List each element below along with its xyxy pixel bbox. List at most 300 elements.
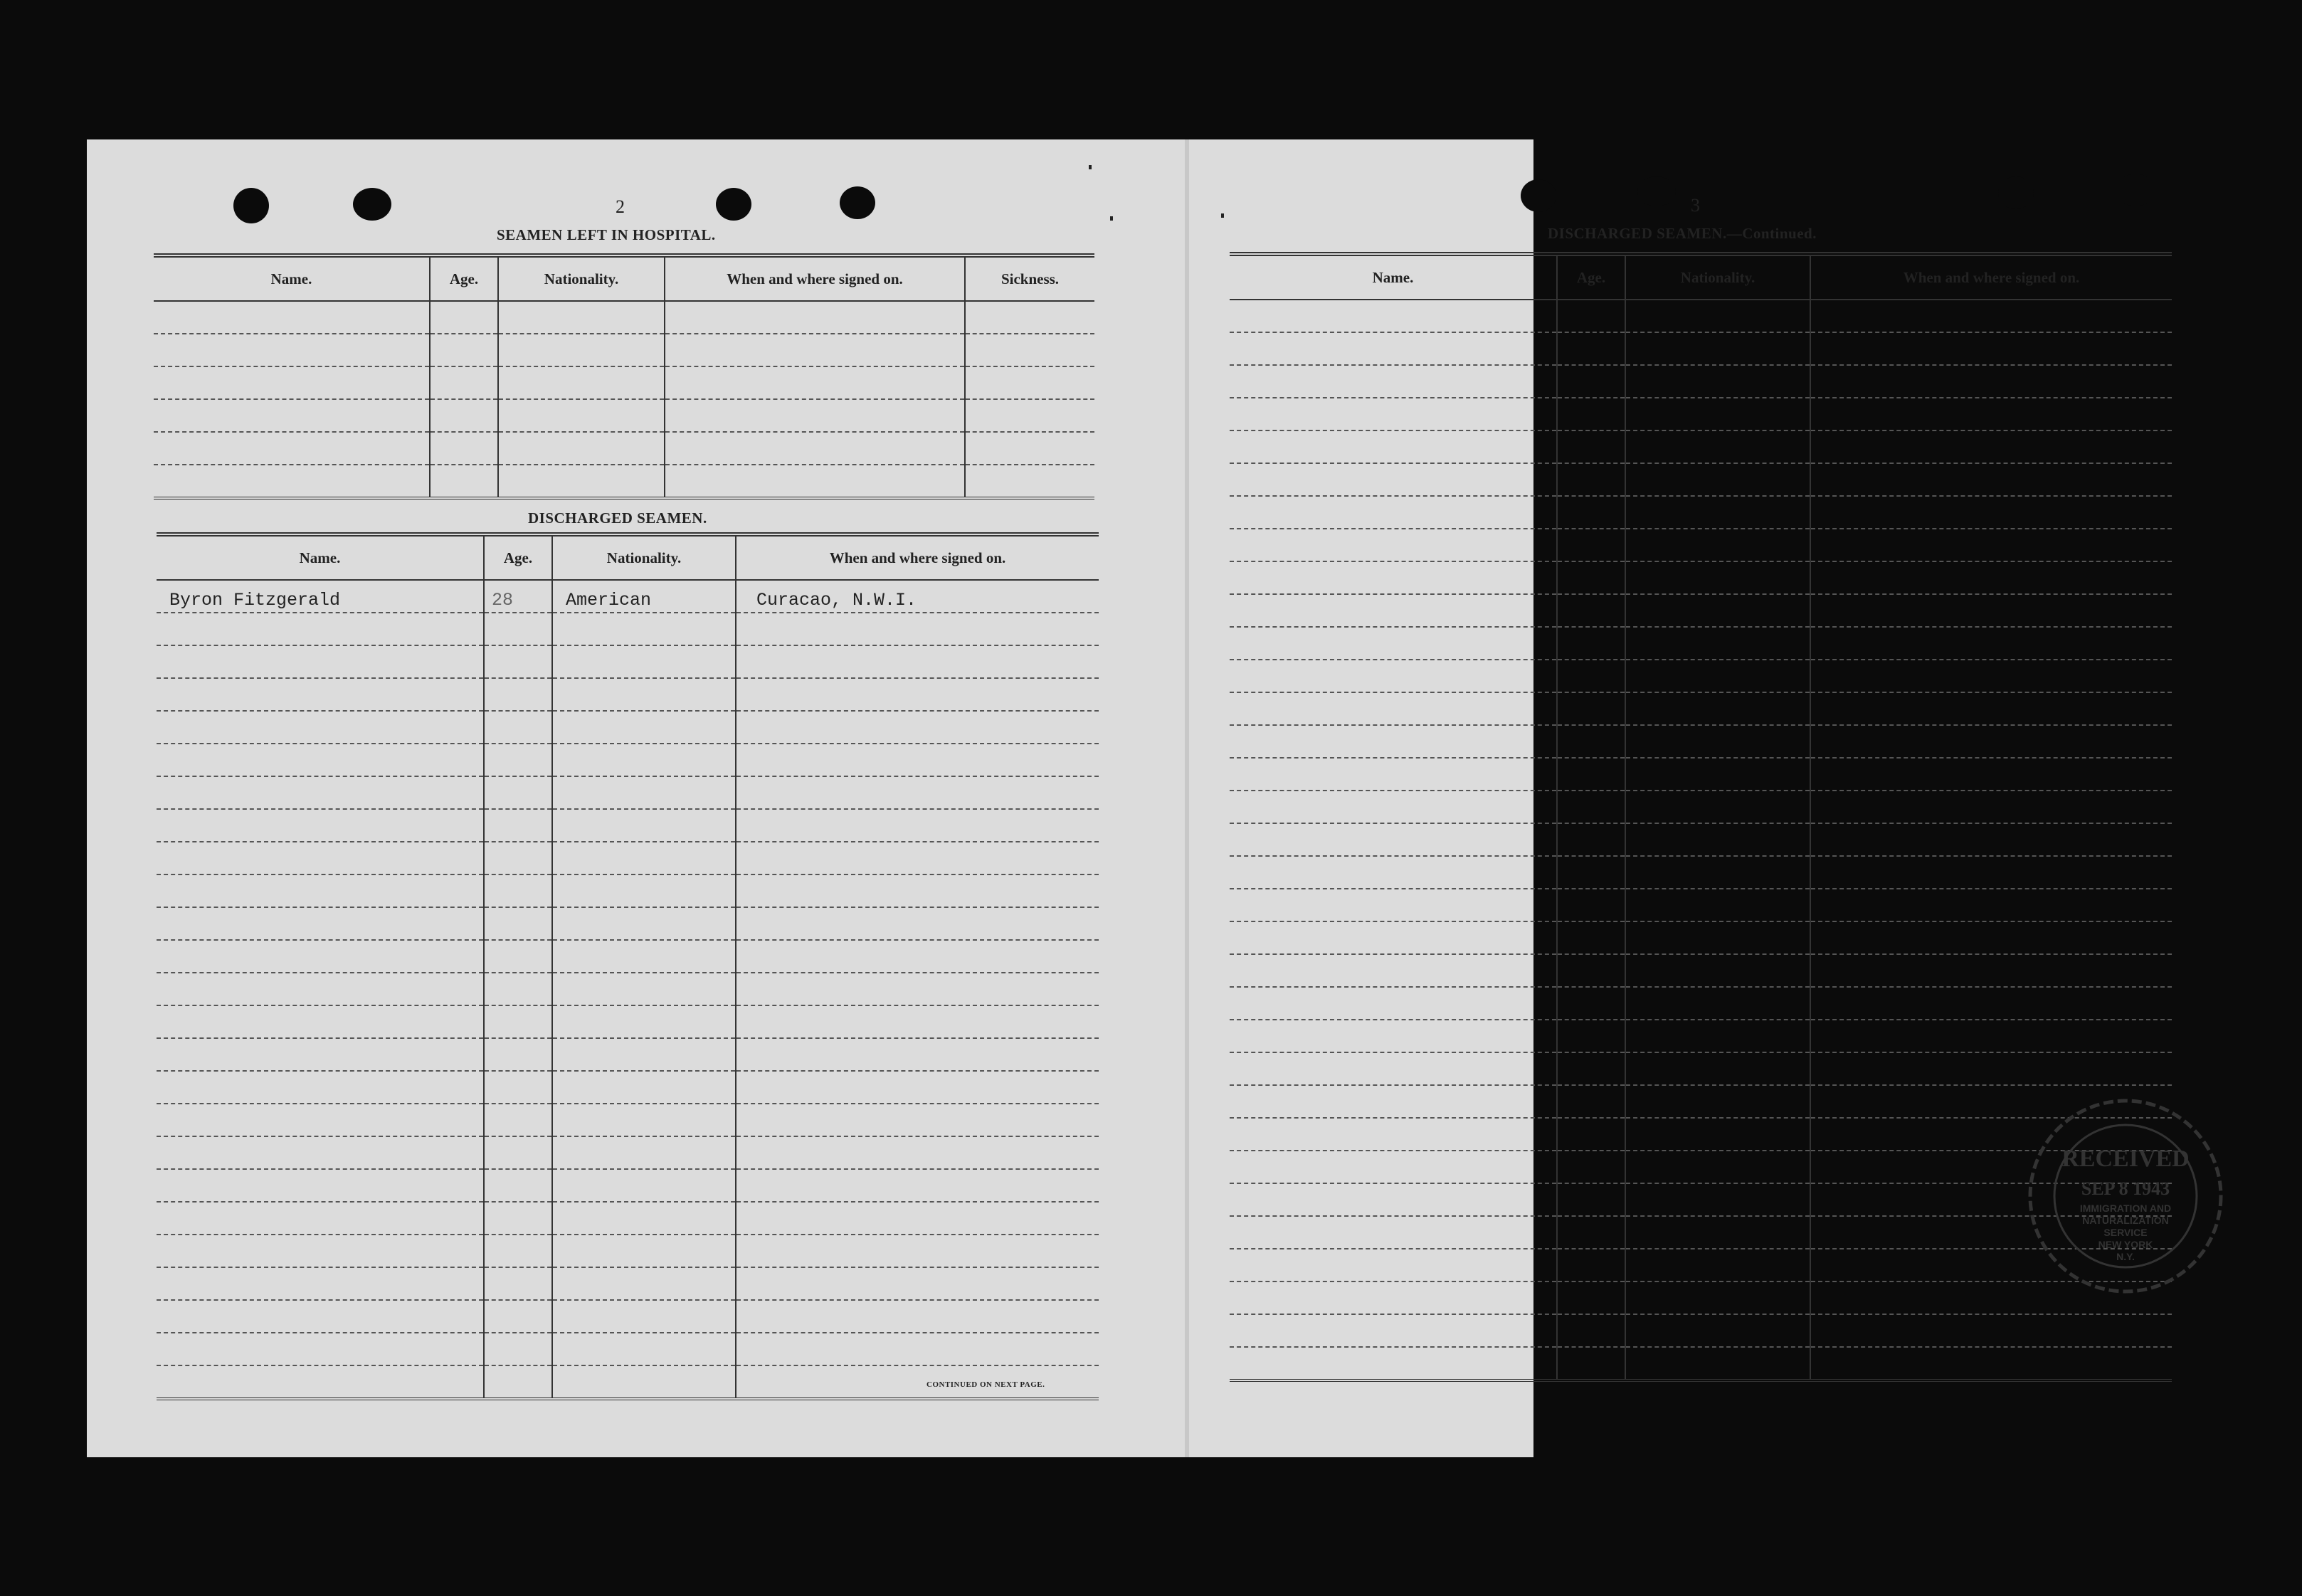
table-row <box>1230 627 2172 660</box>
ledger-cell <box>552 1005 736 1038</box>
column-header-signed-on: When and where signed on. <box>1810 254 2172 300</box>
ledger-cell <box>1625 823 1810 856</box>
ledger-cell <box>484 907 552 940</box>
ledger-cell <box>1625 791 1810 823</box>
ledger-cell <box>484 874 552 907</box>
ledger-cell <box>1230 791 1557 823</box>
ledger-cell <box>1230 430 1557 463</box>
ledger-cell <box>1230 823 1557 856</box>
stamp-date: SEP 8 1943 <box>2081 1178 2170 1199</box>
ledger-cell <box>1810 1020 2172 1052</box>
ledger-cell <box>1557 921 1625 954</box>
ledger-cell <box>1230 1347 1557 1380</box>
ledger-cell <box>1810 758 2172 791</box>
ledger-cell <box>736 1169 1099 1202</box>
hospital-section-title: SEAMEN LEFT IN HOSPITAL. <box>497 226 716 243</box>
received-stamp <box>2026 1096 2225 1296</box>
nationality-cell <box>498 399 665 432</box>
ledger-cell <box>1625 1183 1810 1216</box>
ledger-cell <box>157 1333 484 1365</box>
ledger-cell <box>157 1235 484 1267</box>
ledger-cell <box>484 1300 552 1333</box>
table-row <box>1230 823 2172 856</box>
table-row <box>157 613 1099 645</box>
column-header-sickness: Sickness. <box>965 255 1094 301</box>
signed-on-cell <box>665 432 965 465</box>
ledger-cell <box>1810 627 2172 660</box>
punch-hole <box>233 188 269 223</box>
ledger-cell <box>157 711 484 744</box>
ledger-cell <box>1230 1052 1557 1085</box>
table-row <box>157 1300 1099 1333</box>
ledger-cell <box>1810 463 2172 496</box>
ledger-cell <box>1557 692 1625 725</box>
ledger-cell <box>1557 1183 1625 1216</box>
ledger-cell <box>736 1300 1099 1333</box>
ledger-cell <box>157 842 484 874</box>
ledger-cell <box>1230 921 1557 954</box>
stamp-line: SERVICE <box>2103 1227 2148 1238</box>
ledger-cell <box>1625 1249 1810 1281</box>
signed-on-cell <box>665 334 965 366</box>
ledger-cell <box>1810 1314 2172 1347</box>
ledger-cell <box>736 940 1099 973</box>
ledger-cell <box>484 1365 552 1399</box>
ledger-cell <box>552 744 736 776</box>
ledger-cell <box>1625 725 1810 758</box>
ledger-cell <box>1810 594 2172 627</box>
table-row <box>1230 300 2172 332</box>
ledger-cell <box>1557 463 1625 496</box>
ledger-cell <box>1230 692 1557 725</box>
signed-on-cell <box>665 301 965 334</box>
table-row <box>157 809 1099 842</box>
seaman-name: Byron Fitzgerald <box>169 590 341 611</box>
ledger-cell <box>157 809 484 842</box>
ledger-cell <box>157 940 484 973</box>
ledger-cell <box>1557 987 1625 1020</box>
ledger-cell <box>1557 627 1625 660</box>
stamp-word: RECEIVED <box>2061 1146 2190 1172</box>
stamp-line: IMMIGRATION AND <box>2079 1203 2172 1214</box>
table-row <box>1230 496 2172 529</box>
ledger-cell <box>1230 496 1557 529</box>
ledger-cell <box>1230 758 1557 791</box>
ledger-cell <box>552 645 736 678</box>
sickness-cell <box>965 301 1094 334</box>
ledger-cell <box>157 1104 484 1136</box>
ledger-cell <box>1557 1281 1625 1314</box>
ledger-cell <box>552 907 736 940</box>
discharged-section-title: DISCHARGED SEAMEN. <box>528 509 707 527</box>
ledger-cell <box>484 744 552 776</box>
ledger-cell <box>484 776 552 809</box>
ledger-cell <box>1230 529 1557 561</box>
ledger-cell <box>484 1235 552 1267</box>
seaman-nationality: American <box>566 590 652 611</box>
ledger-cell <box>1230 856 1557 889</box>
ledger-cell <box>736 842 1099 874</box>
ledger-cell <box>1625 1118 1810 1151</box>
ledger-cell <box>484 940 552 973</box>
ledger-cell <box>552 776 736 809</box>
ledger-cell <box>484 613 552 645</box>
table-row <box>157 645 1099 678</box>
ledger-cell <box>1625 332 1810 365</box>
sickness-cell <box>965 465 1094 498</box>
stamp-line: NEW YORK <box>2098 1239 2153 1250</box>
table-row <box>157 842 1099 874</box>
ledger-cell <box>1557 791 1625 823</box>
ledger-cell <box>1230 300 1557 332</box>
ledger-cell <box>1625 1052 1810 1085</box>
ledger-cell <box>1557 365 1625 398</box>
ledger-cell <box>1810 1052 2172 1085</box>
speck <box>1089 165 1092 169</box>
ledger-cell <box>1810 430 2172 463</box>
discharged-table <box>157 532 1099 1400</box>
ledger-cell <box>1625 365 1810 398</box>
ledger-cell <box>484 809 552 842</box>
ledger-cell <box>1625 1216 1810 1249</box>
ledger-cell <box>1230 954 1557 987</box>
table-row <box>1230 856 2172 889</box>
ledger-cell <box>157 744 484 776</box>
ledger-cell <box>736 1104 1099 1136</box>
ledger-cell <box>552 940 736 973</box>
column-header-age: Age. <box>484 534 552 580</box>
ledger-cell <box>736 1333 1099 1365</box>
ledger-cell <box>552 1202 736 1235</box>
ledger-cell <box>1625 398 1810 430</box>
sickness-cell <box>965 399 1094 432</box>
ledger-cell <box>157 1005 484 1038</box>
stamp-line: N.Y. <box>2116 1251 2135 1262</box>
ledger-cell <box>1557 496 1625 529</box>
ledger-cell <box>1557 889 1625 921</box>
name-cell <box>154 399 430 432</box>
sickness-cell <box>965 432 1094 465</box>
table-row <box>154 334 1094 366</box>
name-cell <box>154 301 430 334</box>
ledger-cell <box>157 1038 484 1071</box>
ledger-cell <box>484 1071 552 1104</box>
table-row <box>1230 660 2172 692</box>
nationality-cell <box>498 301 665 334</box>
ledger-cell <box>1230 365 1557 398</box>
ledger-cell <box>1557 1249 1625 1281</box>
ledger-cell <box>736 907 1099 940</box>
table-row <box>154 301 1094 334</box>
ledger-cell <box>1557 300 1625 332</box>
ledger-cell <box>736 809 1099 842</box>
ledger-cell <box>1625 954 1810 987</box>
table-row <box>1230 561 2172 594</box>
ledger-cell <box>1810 921 2172 954</box>
ledger-cell <box>1230 725 1557 758</box>
ledger-cell <box>157 1202 484 1235</box>
ledger-cell <box>1625 496 1810 529</box>
column-header-nationality: Nationality. <box>552 534 736 580</box>
ledger-cell <box>1625 463 1810 496</box>
ledger-cell <box>1625 1281 1810 1314</box>
ledger-cell <box>1625 529 1810 561</box>
ledger-cell <box>1625 594 1810 627</box>
table-row <box>157 1333 1099 1365</box>
ledger-cell <box>1230 1085 1557 1118</box>
ledger-cell <box>1810 398 2172 430</box>
ledger-cell <box>1810 660 2172 692</box>
table-row <box>1230 1347 2172 1380</box>
ledger-cell <box>1557 725 1625 758</box>
ledger-cell <box>157 678 484 711</box>
ledger-cell <box>1810 300 2172 332</box>
ledger-cell <box>1625 1347 1810 1380</box>
ledger-cell <box>484 973 552 1005</box>
ledger-cell <box>1557 594 1625 627</box>
age-cell <box>430 366 498 399</box>
ledger-cell <box>1557 758 1625 791</box>
table-row <box>157 1169 1099 1202</box>
ledger-cell <box>157 1136 484 1169</box>
ledger-cell <box>1230 1151 1557 1183</box>
table-row <box>157 776 1099 809</box>
ledger-cell <box>157 1300 484 1333</box>
ledger-cell <box>1810 889 2172 921</box>
ledger-cell <box>157 645 484 678</box>
ledger-cell <box>1557 1085 1625 1118</box>
ledger-cell <box>736 1071 1099 1104</box>
table-row <box>1230 1020 2172 1052</box>
continued-note: CONTINUED ON NEXT PAGE. <box>926 1380 1045 1389</box>
ledger-cell <box>1625 692 1810 725</box>
name-cell <box>154 432 430 465</box>
ledger-cell <box>1557 1020 1625 1052</box>
ledger-cell <box>1557 430 1625 463</box>
ledger-cell <box>1810 496 2172 529</box>
ledger-cell <box>484 645 552 678</box>
table-row <box>1230 791 2172 823</box>
ledger-cell <box>484 1136 552 1169</box>
ledger-cell <box>1557 1052 1625 1085</box>
age-cell <box>484 580 552 613</box>
table-row <box>1230 889 2172 921</box>
table-row <box>154 366 1094 399</box>
name-cell <box>154 465 430 498</box>
table-row <box>157 1202 1099 1235</box>
table-row <box>1230 365 2172 398</box>
ledger-cell <box>1810 856 2172 889</box>
ledger-cell <box>1230 987 1557 1020</box>
ledger-cell <box>1230 1281 1557 1314</box>
ledger-cell <box>1810 954 2172 987</box>
ledger-cell <box>736 1136 1099 1169</box>
ledger-cell <box>552 1267 736 1300</box>
ledger-cell <box>1810 561 2172 594</box>
ledger-cell <box>1810 987 2172 1020</box>
ledger-cell <box>736 1005 1099 1038</box>
table-row <box>1230 398 2172 430</box>
ledger-cell <box>484 842 552 874</box>
hospital-table <box>154 253 1094 500</box>
sickness-cell <box>965 366 1094 399</box>
ledger-cell <box>1557 1151 1625 1183</box>
ledger-cell <box>736 711 1099 744</box>
ledger-cell <box>1557 954 1625 987</box>
ledger-cell <box>1230 594 1557 627</box>
ledger-cell <box>552 809 736 842</box>
ledger-cell <box>157 973 484 1005</box>
ledger-cell <box>1230 1249 1557 1281</box>
ledger-cell <box>1810 823 2172 856</box>
ledger-cell <box>1230 660 1557 692</box>
ledger-cell <box>736 1267 1099 1300</box>
table-row <box>1230 1314 2172 1347</box>
ledger-cell <box>552 678 736 711</box>
table-row <box>157 1005 1099 1038</box>
ledger-cell <box>484 1038 552 1071</box>
sickness-cell <box>965 334 1094 366</box>
ledger-cell <box>484 1104 552 1136</box>
ledger-cell <box>736 744 1099 776</box>
column-header-age: Age. <box>430 255 498 301</box>
seaman-age: 28 <box>492 590 514 611</box>
ledger-cell <box>1625 660 1810 692</box>
table-row <box>1230 921 2172 954</box>
ledger-cell <box>1625 1020 1810 1052</box>
ledger-cell <box>1625 921 1810 954</box>
age-cell <box>430 334 498 366</box>
ledger-cell <box>552 874 736 907</box>
column-header-signed-on: When and where signed on. <box>665 255 965 301</box>
signed-on-cell <box>736 580 1099 613</box>
table-row <box>157 1136 1099 1169</box>
ledger-cell <box>1625 889 1810 921</box>
ledger-cell <box>1230 627 1557 660</box>
ledger-cell <box>552 1235 736 1267</box>
ledger-cell <box>1230 1020 1557 1052</box>
ledger-cell <box>1557 660 1625 692</box>
punch-hole <box>1998 176 2034 209</box>
ledger-cell <box>157 1267 484 1300</box>
column-header-age: Age. <box>1557 254 1625 300</box>
ledger-cell <box>552 1038 736 1071</box>
ledger-cell <box>484 1202 552 1235</box>
table-row <box>1230 463 2172 496</box>
ledger-cell <box>552 842 736 874</box>
ledger-cell <box>484 1169 552 1202</box>
ledger-cell <box>1557 1216 1625 1249</box>
table-row <box>157 744 1099 776</box>
ledger-cell <box>736 1235 1099 1267</box>
page-number-left: 2 <box>616 196 625 217</box>
nationality-cell <box>498 366 665 399</box>
age-cell <box>430 432 498 465</box>
discharged-continued-title <box>1548 225 1817 243</box>
ledger-cell <box>1230 1314 1557 1347</box>
ledger-cell <box>552 1333 736 1365</box>
signed-on-cell <box>665 366 965 399</box>
page-fold <box>1185 139 1189 1457</box>
ledger-cell <box>552 613 736 645</box>
ledger-cell <box>1625 758 1810 791</box>
ledger-cell <box>1810 1347 2172 1380</box>
ledger-cell <box>484 1005 552 1038</box>
ledger-cell <box>1230 398 1557 430</box>
table-row <box>1230 529 2172 561</box>
punch-hole <box>353 188 391 221</box>
title-text: DISCHARGED SEAMEN. <box>1548 225 1727 242</box>
table-row <box>1230 725 2172 758</box>
table-row <box>157 678 1099 711</box>
table-row <box>1230 332 2172 365</box>
ledger-cell <box>552 1365 736 1399</box>
ledger-cell <box>552 711 736 744</box>
ledger-cell <box>484 1333 552 1365</box>
name-cell <box>157 580 484 613</box>
ledger-cell <box>1230 1118 1557 1151</box>
ledger-cell <box>1557 1347 1625 1380</box>
table-row <box>157 973 1099 1005</box>
ledger-cell <box>1230 1216 1557 1249</box>
table-row <box>157 940 1099 973</box>
ledger-cell <box>1625 1151 1810 1183</box>
column-header-signed-on: When and where signed on. <box>736 534 1099 580</box>
ledger-cell <box>736 776 1099 809</box>
nationality-cell <box>498 465 665 498</box>
ledger-cell <box>1810 529 2172 561</box>
table-row <box>1230 1052 2172 1085</box>
ledger-cell <box>736 1202 1099 1235</box>
table-row <box>157 580 1099 613</box>
table-row <box>157 1267 1099 1300</box>
stamp-line: NATURALIZATION <box>2082 1215 2169 1226</box>
ledger-cell <box>552 973 736 1005</box>
table-row <box>154 432 1094 465</box>
punch-hole <box>1637 176 1676 206</box>
ledger-cell <box>157 1365 484 1399</box>
title-continued: —Continued. <box>1726 225 1817 242</box>
ledger-cell <box>1557 332 1625 365</box>
age-cell <box>430 465 498 498</box>
table-row <box>1230 430 2172 463</box>
ledger-cell <box>736 613 1099 645</box>
table-row <box>157 1071 1099 1104</box>
table-row <box>1230 692 2172 725</box>
ledger-cell <box>1557 823 1625 856</box>
ledger-cell <box>157 874 484 907</box>
ledger-cell <box>157 776 484 809</box>
table-row <box>154 465 1094 498</box>
ledger-cell <box>1625 856 1810 889</box>
ledger-cell <box>1810 692 2172 725</box>
ledger-cell <box>1625 987 1810 1020</box>
column-header-nationality: Nationality. <box>498 255 665 301</box>
ledger-cell <box>736 678 1099 711</box>
signed-on-cell <box>665 465 965 498</box>
ledger-cell <box>1230 1183 1557 1216</box>
ledger-cell <box>1557 1314 1625 1347</box>
table-row <box>1230 987 2172 1020</box>
ledger-cell <box>736 1038 1099 1071</box>
table-row <box>157 907 1099 940</box>
table-row <box>1230 594 2172 627</box>
nationality-cell <box>498 432 665 465</box>
ledger-cell <box>157 613 484 645</box>
punch-hole <box>716 188 751 221</box>
ledger-cell <box>552 1104 736 1136</box>
table-row <box>157 874 1099 907</box>
